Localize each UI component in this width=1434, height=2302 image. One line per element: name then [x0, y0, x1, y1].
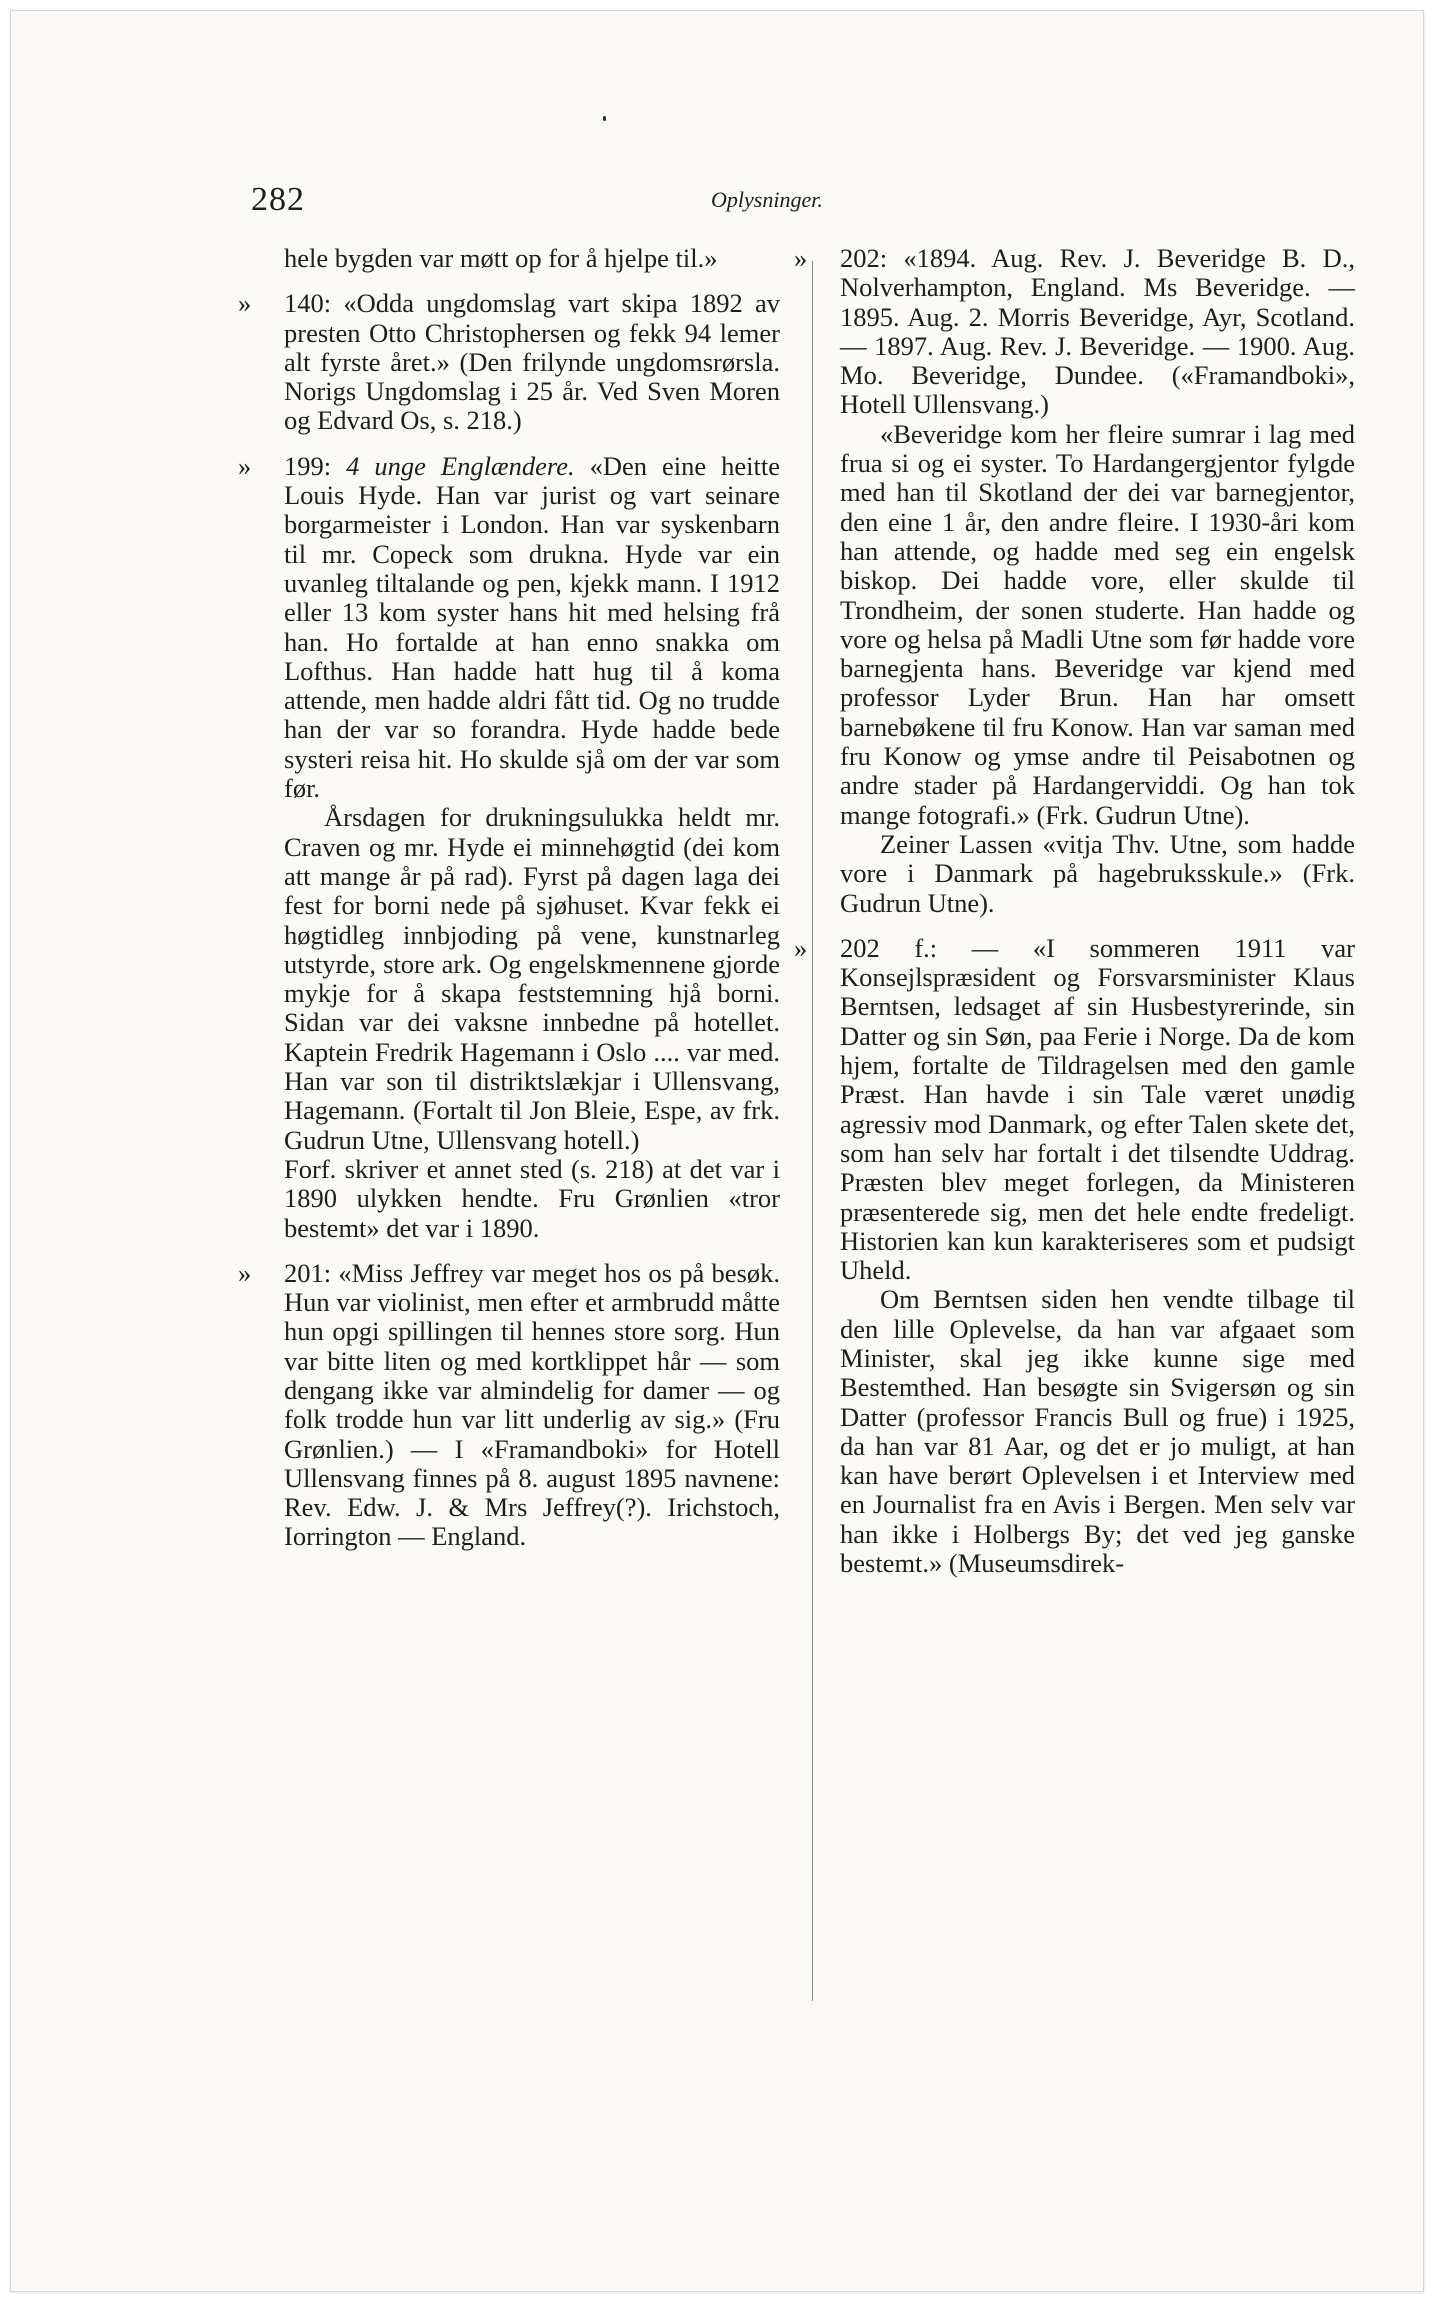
entry-199: [240, 452, 780, 1243]
paragraph: 202 f.: — «I sommeren 1911 var Konsejlspræsident og Forsvarsminister Klaus Berntsen, ledsaget af sin Husbestyrerinde, sin Datter og sin Søn, paa Ferie i Norge. Da de kom hjem, fortalte de Tildragelsen med den gamle Præst. Han havde i sin Tale været unødig agressiv mod Danmark, og efter Talen skete det, som han selv har fortalt i det tilsendte Uddrag. Præsten blev meget forlegen, da Ministeren præsenterede sig, men det hele endte fredeligt. Historien kan kun karakteriseres som et pudsigt Uheld.: [840, 932, 1355, 1286]
paragraph: 201: «Miss Jeffrey var meget hos os på besøk. Hun var violinist, men efter et armbrudd måtte hun opgi spillingen til hennes store sorg. Hun var bitte liten og med kortklippet hår — som dengang ikke var almindelig for damer — og folk trodde hun var litt underlig av sig.» (Fru Grønlien.) — I «Framandboki» for Hotell Ullensvang finnes på 8. august 1895 navnene: Rev. Edw. J. & Mrs Jeffrey(?). Irichstoch, Iorrington — England.: [284, 1257, 780, 1552]
entry-202: [794, 243, 1355, 918]
paragraph: Zeiner Lassen «vitja Thv. Utne, som hadde vore i Danmark på hagebruksskule.» (Frk. Gudrun Utne).: [840, 828, 1355, 918]
entry-140: [240, 289, 780, 435]
ink-speck: [603, 116, 606, 121]
paragraph: Forf. skriver et annet sted (s. 218) at det var i 1890 ulykken hendte. Fru Grønlien «tror bestemt» det var i 1890.: [284, 1153, 780, 1243]
paragraph: hele bygden var møtt op for å hjelpe til.»: [284, 243, 718, 273]
paragraph: Årsdagen for drukningsulukka heldt mr. Craven og mr. Hyde ei minnehøgtid (dei kom att mange år på rad). Fyrst på dagen laga dei fest for borni nede på sjøhuset. Kvar fekk ei høgtidleg innbjoding på vene, kunstnarleg utstyrde, store ark. Og engelskmennene gjorde mykje for å skapa feststemning hjå borni. Sidan var dei vaksne innbedne på hotellet. Kaptein Fredrik Hagemann i Oslo .... var med. Han var son til distriktslækjar i Ullensvang, Hagemann. (Fortalt til Jon Bleie, Espe, av frk. Gudrun Utne, Ullensvang hotell.): [284, 802, 780, 1155]
running-title: Oplysninger.: [711, 187, 823, 212]
entry-marker: »: [238, 1257, 252, 1288]
paragraph: 202: «1894. Aug. Rev. J. Beveridge B. D., Nolverhampton, England. Ms Beveridge. — 1895. Aug. 2. Morris Beveridge, Ayr, Scotland. — 1897. Aug. Rev. J. Beveridge. — 1900. Aug. Mo. Beveridge, Dundee. («Framandboki», Hotell Ullensvang.): [840, 243, 1355, 420]
column-divider: [812, 261, 813, 2001]
right-column: [794, 243, 1355, 1594]
entry-202f: [794, 932, 1355, 1579]
entry-ref: 199:: [284, 450, 347, 481]
left-column: [240, 244, 780, 1568]
paragraph: [284, 452, 780, 804]
entry-marker: »: [238, 450, 252, 481]
entry-marker: »: [794, 932, 808, 963]
entry-continuation: [240, 244, 780, 273]
paragraph: «Beveridge kom her fleire sumrar i lag med frua si og ei syster. To Hardangergjentor fylgde med han til Skotland der dei var barnegjentor, den eine 1 år, den andre fleire. I 1930-åri kom han attende, og hadde med seg ein engelsk biskop. Dei hadde vore, eller skulde til Trondheim, der sonen studerte. Han hadde og vore og helsa på Madli Utne som før hadde vore barnegjenta hans. Beveridge var kjend med professor Lyder Brun. Han har omsett barnebøkene til fru Konow. Han var saman med fru Konow og ymse andre til Peisabotnen og andre stader på Hardangerviddi. Og han tok mange fotografi.» (Frk. Gudrun Utne).: [840, 418, 1355, 830]
paragraph: 140: «Odda ungdomslag vart skipa 1892 av presten Otto Christophersen og fekk 94 lemer alt fyrste året.» (Den frilynde ungdomsrørsla. Norigs Ungdomslag i 25 år. Ved Sven Moren og Edvard Os, s. 218.): [284, 288, 780, 436]
page-number: 282: [251, 181, 305, 218]
italic-heading: 4 unge Englændere.: [346, 450, 575, 481]
entry-marker: »: [794, 243, 808, 273]
entry-marker: »: [238, 288, 252, 319]
paragraph-text: «Den eine heitte Louis Hyde. Han var jurist og vart seinare borgarmeister i London. Han var syskenbarn til mr. Copeck som drukna. Hyde var ein uvanleg tiltalande og pen, kjekk mann. I 1912 eller 13 kom syster hans hit med helsing frå han. Ho fortalde at han enno snakka om Lofthus. Han hadde hatt hug til å koma attende, men hadde aldri fått tid. Og no trudde han der var so forandra. Hyde hadde bede systeri reisa hit. Ho skulde sjå om der var som før.: [284, 450, 780, 804]
paragraph: Om Berntsen siden hen vendte tilbage til den lille Oplevelse, da han var afgaaet som Minister, skal jeg ikke kunne sige med Bestemthed. Han besøgte sin Svigersøn og sin Datter (professor Francis Bull og frue) i 1925, da han var 81 Aar, og det er jo muligt, at han kan have berørt Oplevelsen i et Interview med en Journalist fra en Avis i Bergen. Men selv var han ikke i Holbergs By; det ved jeg ganske bestemt.» (Museumsdirek-: [840, 1284, 1355, 1579]
entry-201: [240, 1259, 780, 1552]
